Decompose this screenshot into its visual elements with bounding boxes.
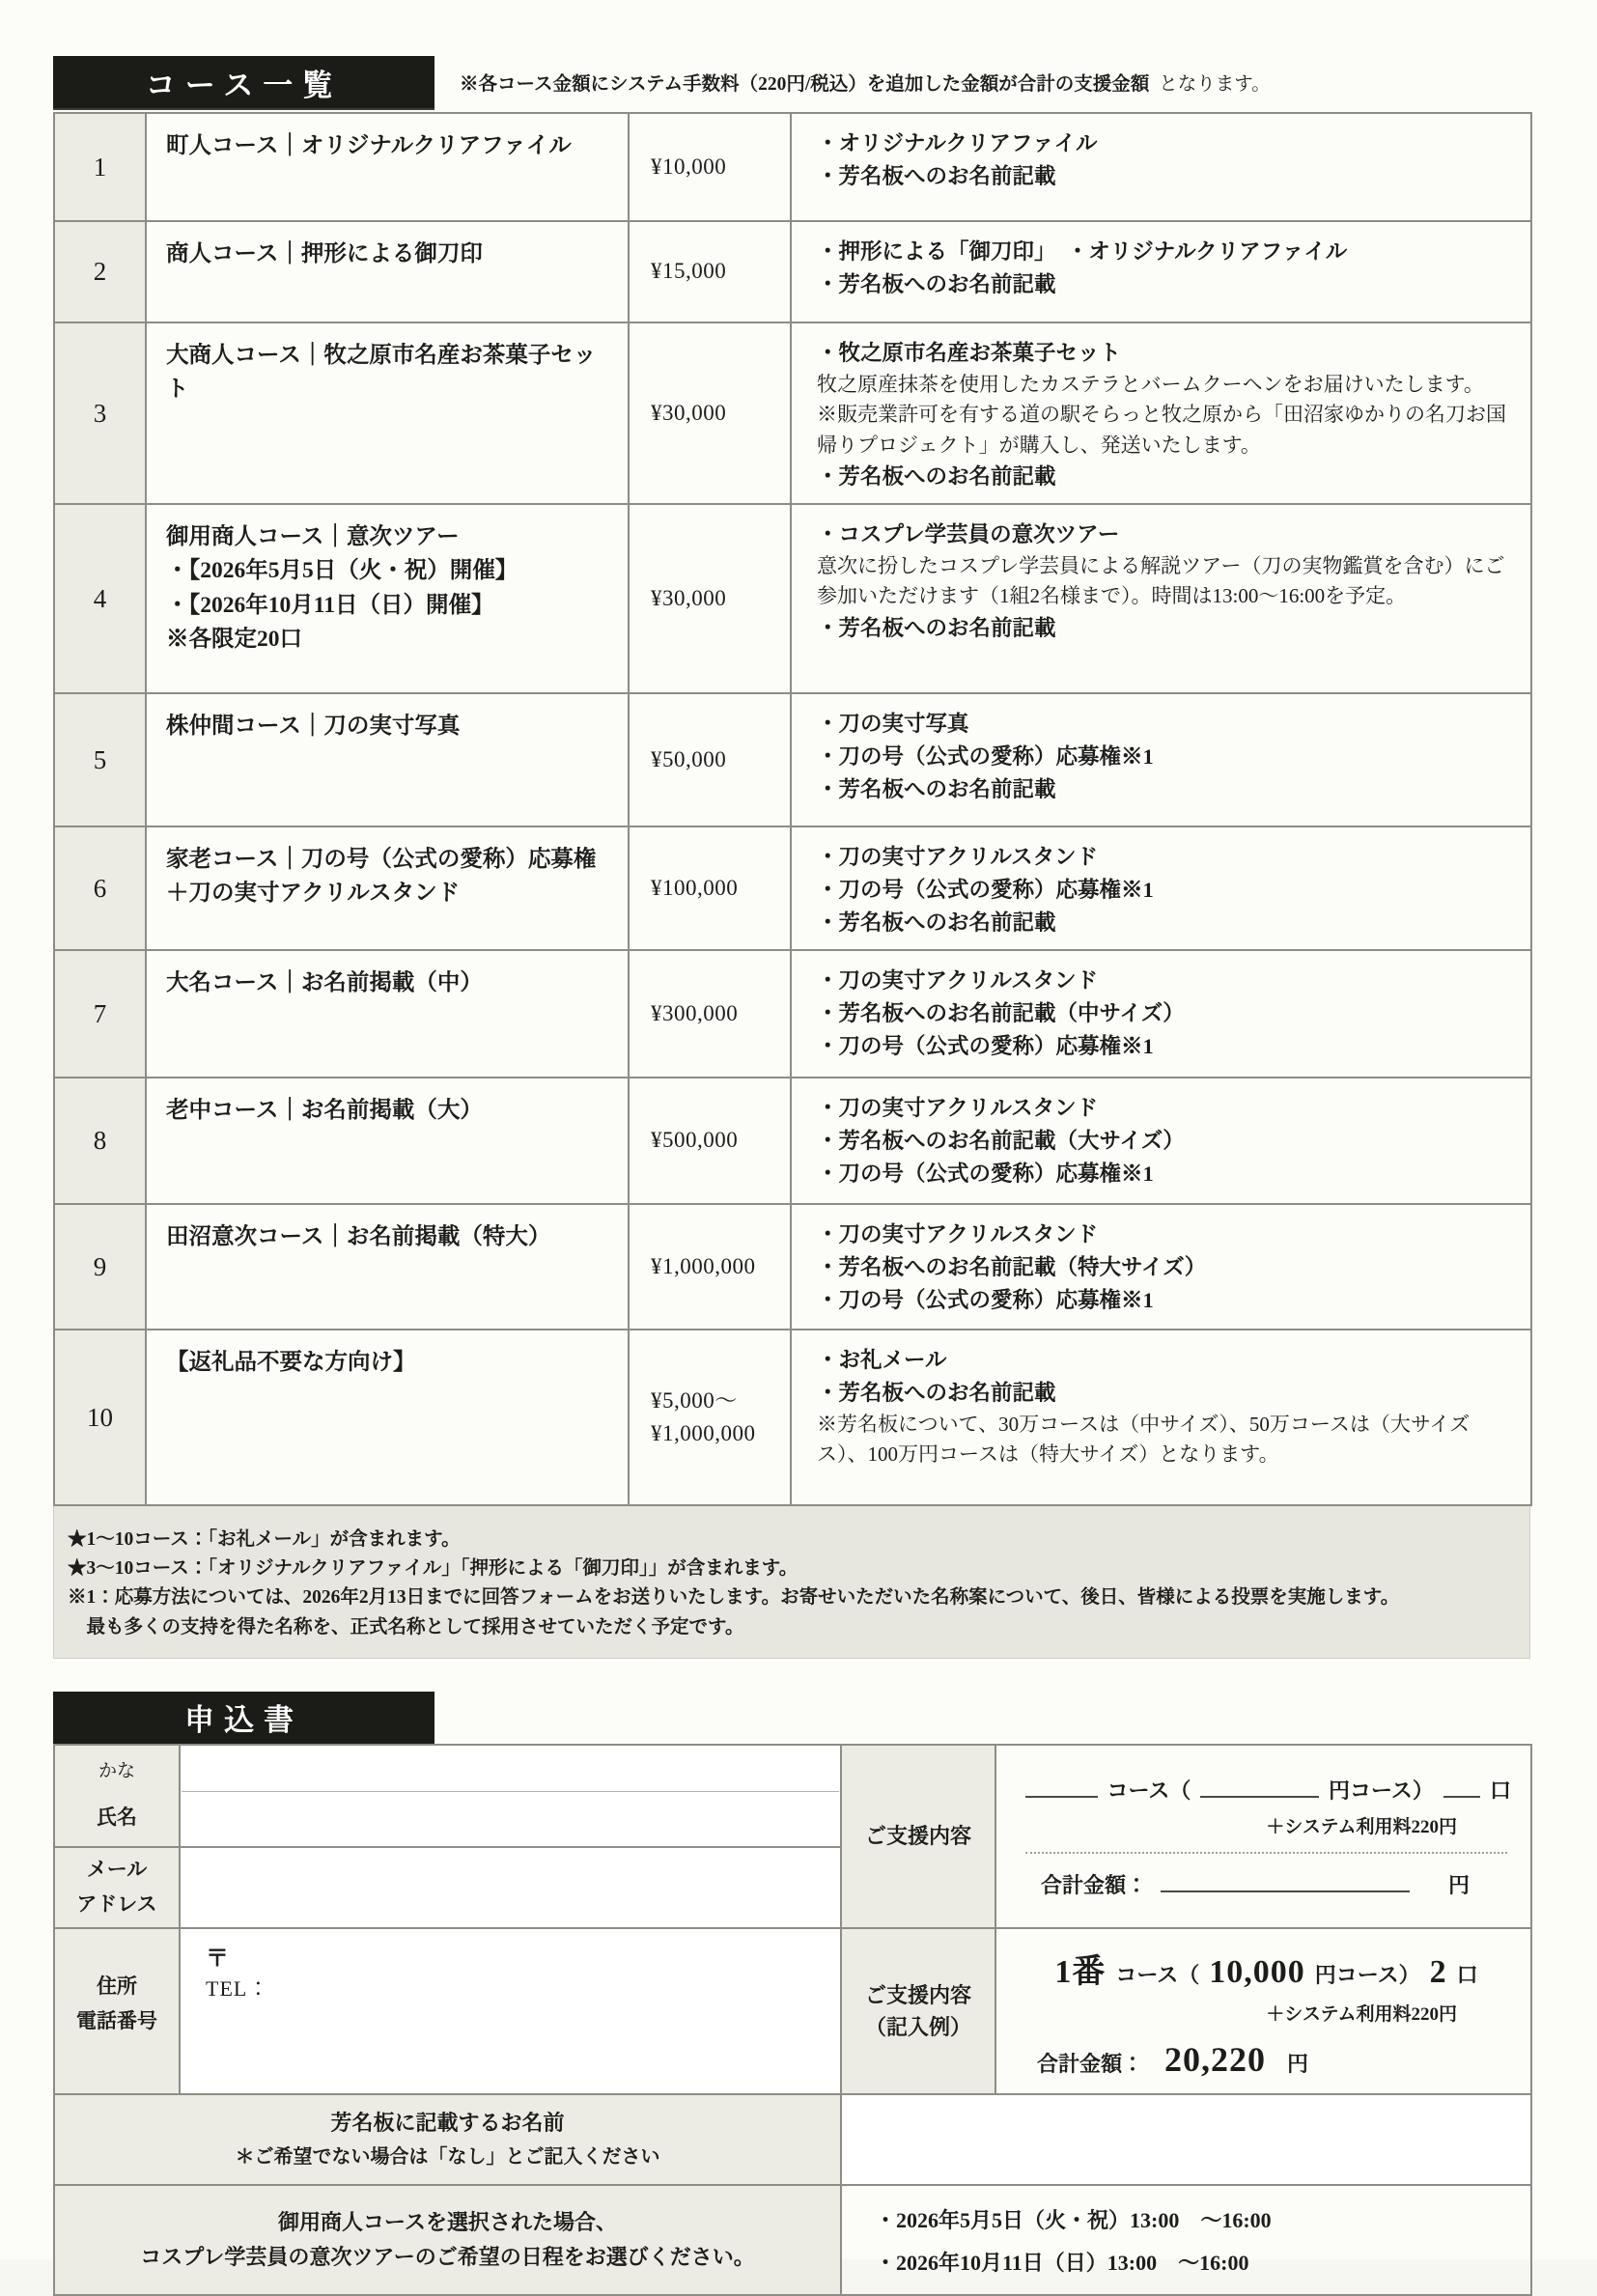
course-name	[146, 693, 629, 826]
example-course-line	[1022, 1945, 1511, 1992]
course-name-line: 家老コース｜刀の号（公式の愛称）応募権＋刀の実寸アクリルスタンド	[166, 847, 597, 907]
course-name-line: 大商人コース｜牧之原市名産お茶菓子セット	[166, 343, 597, 403]
example-total-line	[1022, 2039, 1511, 2080]
course-list-note-regular: となります。	[1159, 74, 1271, 95]
course-benefits	[791, 693, 1531, 826]
total-label: 合計金額：	[1041, 1872, 1148, 1897]
tour-choice-line2: コスプレ学芸員の意次ツアーのご希望の日程をお選びください。	[140, 2244, 755, 2269]
footnote-line: ★1～10コース：「お礼メール」が含まれます。	[68, 1529, 461, 1550]
example-amount: 10,000	[1209, 1953, 1305, 1990]
benefit-line: ・刀の号（公式の愛称）応募権※1	[817, 1287, 1154, 1312]
course-price	[629, 1204, 791, 1330]
course-price-line: ¥10,000	[651, 154, 727, 179]
name-input-area	[180, 1745, 841, 1847]
units-blank	[1443, 1771, 1480, 1798]
course-price	[629, 504, 791, 693]
course-number: 8	[54, 1078, 146, 1204]
benefit-line: ・芳名板へのお名前記載	[817, 271, 1056, 296]
benefit-line: ・芳名板へのお名前記載（特大サイズ）	[817, 1254, 1207, 1279]
course-price-line: ¥1,000,000	[651, 1421, 756, 1445]
example-yen-label: 円	[1287, 2051, 1309, 2076]
application-title-bar	[53, 1692, 434, 1744]
address-label: 住所	[97, 1974, 137, 1999]
kana-writing-line	[182, 1747, 839, 1792]
course-benefits	[791, 950, 1531, 1078]
support-content-cell	[995, 1745, 1531, 1928]
course-name-line: 御用商人コース｜意次ツアー	[166, 524, 460, 549]
email-label-line1: メール	[86, 1858, 148, 1882]
course-list-title: コース一覧	[145, 68, 343, 102]
benefit-line: 牧之原産抹茶を使用したカステラとバームクーヘンをお届けいたします。	[817, 372, 1484, 396]
course-name-line: ・【2026年5月5日（火・祝）開催】	[166, 558, 518, 584]
course-name-line: 株仲間コース｜刀の実寸写真	[166, 714, 461, 739]
support-total-line	[1025, 1865, 1511, 1899]
course-row	[54, 950, 1531, 1078]
tour-choice-label-cell	[54, 2185, 841, 2295]
course-number: 4	[54, 504, 146, 693]
course-row	[54, 322, 1531, 504]
example-total-label: 合計金額：	[1037, 2051, 1144, 2076]
course-benefits	[791, 1078, 1531, 1204]
course-name	[146, 950, 629, 1078]
email-label-line2: アドレス	[76, 1891, 157, 1916]
support-example-content-cell	[995, 1928, 1531, 2094]
unit-word: 口	[1489, 1778, 1511, 1803]
course-benefits	[791, 504, 1531, 693]
benefit-line: ・芳名板へのお名前記載（大サイズ）	[817, 1128, 1185, 1153]
course-price	[629, 826, 791, 950]
course-row	[54, 826, 1531, 950]
benefit-line: ・お礼メール	[817, 1348, 947, 1372]
course-name-line: 【返礼品不要な方向け】	[166, 1350, 416, 1375]
benefit-line: ・芳名板へのお名前記載	[817, 776, 1056, 801]
benefit-line: ・コスプレ学芸員の意次ツアー	[817, 522, 1120, 546]
benefit-line: ・刀の実寸アクリルスタンド	[817, 968, 1099, 993]
benefit-line: ・刀の実寸アクリルスタンド	[817, 845, 1099, 869]
course-name-line: ※各限定20口	[166, 626, 302, 652]
course-amount-blank	[1200, 1771, 1319, 1798]
example-course-number: 1番	[1054, 1953, 1107, 1990]
benefit-line: ・芳名板へのお名前記載	[817, 1380, 1056, 1405]
nameplate-line1: 芳名板に記載するお名前	[330, 2111, 565, 2136]
course-name-line: 大名コース｜お名前掲載（中）	[166, 970, 483, 995]
postal-mark: 〒	[206, 1946, 229, 1972]
system-fee-note: ＋システム利用料220円	[1266, 1816, 1457, 1837]
phone-label: 電話番号	[76, 2008, 157, 2032]
tour-date-option: ・2026年5月5日（火・祝）13:00 ～16:00	[875, 2207, 1272, 2232]
course-word: コース（	[1107, 1778, 1191, 1803]
course-list-note-bold: ※各コース金額にシステム手数料（220円/税込）を追加した金額が合計の支援金額	[460, 74, 1150, 95]
benefit-line: ・刀の実寸アクリルスタンド	[817, 1096, 1099, 1120]
tel-prefix: TEL：	[206, 1975, 270, 2001]
course-price	[629, 950, 791, 1078]
course-number: 2	[54, 221, 146, 322]
course-number: 3	[54, 322, 146, 504]
course-number: 1	[54, 113, 146, 221]
course-name	[146, 1330, 629, 1505]
benefit-line: ・刀の号（公式の愛称）応募権※1	[817, 1033, 1154, 1058]
support-example-label-cell	[841, 1928, 995, 2094]
benefit-line: ・芳名板へのお名前記載（中サイズ）	[817, 1000, 1185, 1025]
course-benefits	[791, 113, 1531, 221]
dotted-divider	[1025, 1852, 1507, 1854]
benefit-line: ・芳名板へのお名前記載	[817, 163, 1056, 188]
course-number: 9	[54, 1204, 146, 1330]
example-yen-course-close: 円コース）	[1314, 1962, 1420, 1987]
benefit-line: ・芳名板へのお名前記載	[817, 464, 1056, 490]
benefit-line: 意次に扮したコスプレ学芸員による解説ツアー（刀の実物鑑賞を含む）にご参加いただけます（1組2名様まで）。時間は13:00～16:00を予定。	[817, 553, 1505, 608]
course-row	[54, 504, 1531, 693]
email-input-area	[180, 1847, 841, 1928]
course-name	[146, 221, 629, 322]
name-label: 氏名	[97, 1806, 137, 1830]
course-name	[146, 322, 629, 504]
course-name-line: ・【2026年10月11日（日）開催】	[166, 592, 494, 618]
tour-date-option: ・2026年10月11日（日）13:00 ～16:00	[875, 2250, 1249, 2275]
support-label: ご支援内容	[864, 1824, 971, 1849]
course-number: 6	[54, 826, 146, 950]
yen-course-close: 円コース）	[1328, 1778, 1434, 1803]
course-name-line: 商人コース｜押形による御刀印	[166, 241, 483, 266]
course-table	[53, 112, 1532, 1506]
application-table	[53, 1744, 1532, 2296]
tour-date-options-cell	[841, 2185, 1531, 2295]
course-price-line: ¥1,000,000	[651, 1253, 756, 1278]
course-benefits	[791, 1204, 1531, 1330]
course-benefits	[791, 826, 1531, 950]
course-row	[54, 221, 1531, 322]
nameplate-line2: ＊ご希望でない場合は「なし」とご記入ください	[235, 2145, 660, 2168]
total-amount-blank	[1161, 1865, 1410, 1892]
example-course-word: コース（	[1115, 1962, 1200, 1987]
course-name-line: 老中コース｜お名前掲載（大）	[166, 1098, 483, 1123]
example-system-fee-note: ＋システム利用料220円	[1266, 2003, 1457, 2025]
benefit-line: ・刀の号（公式の愛称）応募権※1	[817, 743, 1154, 769]
tour-choice-line1: 御用商人コースを選択された場合、	[278, 2209, 617, 2234]
course-price-line: ¥500,000	[651, 1128, 739, 1153]
kana-name-label-cell	[54, 1745, 180, 1847]
email-label-cell	[54, 1847, 180, 1928]
course-name	[146, 826, 629, 950]
example-units: 2	[1429, 1953, 1447, 1990]
benefit-line: ※芳名板について、30万コースは（中サイズ）、50万コースは（大サイズス）、100万円コースは（特大サイズ）となります。	[817, 1412, 1471, 1466]
benefit-line: ・刀の実寸写真	[817, 712, 969, 736]
course-price-line: ¥100,000	[651, 875, 739, 900]
kana-label: かな	[98, 1760, 135, 1781]
course-name	[146, 504, 629, 693]
support-course-line	[1025, 1771, 1511, 1805]
course-price	[629, 322, 791, 504]
example-unit-word: 口	[1456, 1962, 1478, 1987]
benefit-line: ・牧之原市名産お茶菓子セット	[817, 341, 1122, 365]
nameplate-input-area	[841, 2094, 1531, 2185]
course-price	[629, 693, 791, 826]
application-title: 申込書	[184, 1703, 303, 1738]
support-example-label-line1: ご支援内容	[864, 1982, 971, 2007]
course-number: 5	[54, 693, 146, 826]
example-total-amount: 20,220	[1164, 2039, 1267, 2079]
benefit-line: ・芳名板へのお名前記載	[817, 615, 1056, 640]
course-row	[54, 1204, 1531, 1330]
course-price	[629, 1078, 791, 1204]
course-name-line: 町人コース｜オリジナルクリアファイル	[166, 133, 572, 158]
course-price-line: ¥300,000	[651, 1000, 739, 1025]
support-label-cell	[841, 1745, 995, 1928]
course-price-line: ¥15,000	[651, 259, 727, 284]
course-row	[54, 1330, 1531, 1505]
footnote-line: ★3～10コース：「オリジナルクリアファイル」「押形による「御刀印」」が含まれます。	[68, 1558, 798, 1580]
course-row	[54, 1078, 1531, 1204]
nameplate-label-cell	[54, 2094, 841, 2185]
course-name	[146, 1204, 629, 1330]
course-number: 7	[54, 950, 146, 1078]
benefit-line: ・刀の実寸アクリルスタンド	[817, 1222, 1099, 1246]
course-benefits	[791, 221, 1531, 322]
course-benefits	[791, 322, 1531, 504]
yen-label: 円	[1448, 1872, 1471, 1897]
course-footnotes	[53, 1506, 1530, 1659]
course-benefits	[791, 1330, 1531, 1505]
benefit-line: ・芳名板へのお名前記載	[817, 910, 1056, 935]
footnote-line: ※1：応募方法については、2026年2月13日までに回答フォームをお送りいたします。お寄せいただいた名称案について、後日、皆様による投票を実施します。	[68, 1587, 1400, 1609]
course-price	[629, 113, 791, 221]
course-name	[146, 113, 629, 221]
footnote-line: 最も多くの支持を得た名称を、正式名称として採用させていただく予定です。	[68, 1616, 744, 1638]
address-phone-label-cell	[54, 1928, 180, 2094]
course-price-line: ¥30,000	[651, 400, 727, 425]
course-name-line: 田沼意次コース｜お名前掲載（特大）	[166, 1224, 551, 1249]
benefit-line: ・オリジナルクリアファイル	[817, 131, 1098, 155]
benefit-line: ・刀の号（公式の愛称）応募権※1	[817, 877, 1154, 902]
course-price-line: ¥50,000	[651, 746, 727, 771]
course-section-header	[53, 56, 1530, 108]
benefit-line: ・刀の号（公式の愛称）応募権※1	[817, 1161, 1154, 1186]
course-price	[629, 221, 791, 322]
course-row	[54, 693, 1531, 826]
course-price-line: ¥5,000～	[651, 1387, 738, 1413]
course-number: 10	[54, 1330, 146, 1505]
course-list-title-bar	[53, 56, 434, 108]
course-list-note	[460, 69, 1271, 96]
course-price-line: ¥30,000	[651, 585, 727, 610]
course-number-blank	[1025, 1771, 1098, 1798]
benefit-line: ※販売業許可を有する道の駅そらっと牧之原から「田沼家ゆかりの名刀お国帰りプロジェクト」が購入し、発送いたします。	[817, 403, 1506, 457]
course-price	[629, 1330, 791, 1505]
benefit-line: ・押形による「御刀印」 ・オリジナルクリアファイル	[817, 239, 1348, 264]
address-phone-input-area	[180, 1928, 841, 2094]
course-name	[146, 1078, 629, 1204]
support-example-label-line2: （記入例）	[864, 2014, 971, 2039]
course-row	[54, 113, 1531, 221]
